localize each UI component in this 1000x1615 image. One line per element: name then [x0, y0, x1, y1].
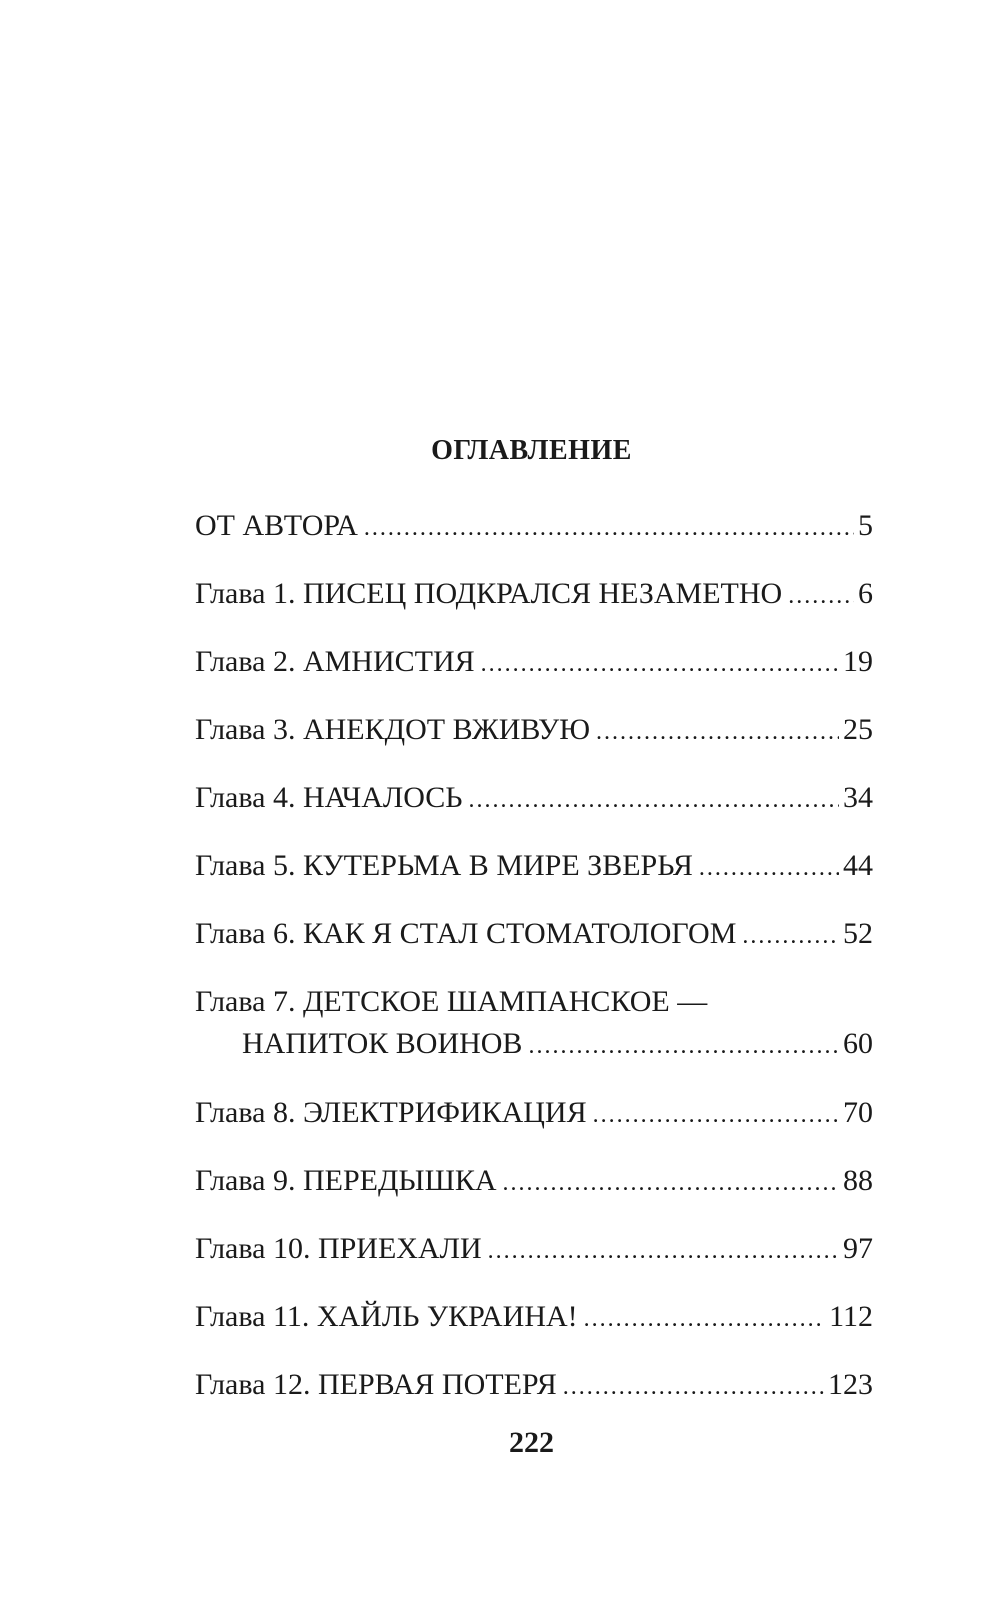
toc-entry-title: Глава 7. ДЕТСКОЕ ШАМПАНСКОЕ — [195, 985, 708, 1018]
toc-entry-page: 52 [843, 917, 873, 950]
toc-entry[interactable] [195, 1092, 873, 1136]
toc-entry-page: 44 [843, 849, 873, 882]
toc-entry-page: 19 [843, 645, 873, 678]
toc-entry-title: Глава 2. АМНИСТИЯ [195, 645, 475, 678]
toc-entry[interactable] [195, 505, 873, 549]
toc-leader-dots [528, 1025, 839, 1067]
toc-entry-title: Глава 9. ПЕРЕДЫШКА [195, 1164, 497, 1197]
toc-entry[interactable] [195, 981, 873, 1067]
toc-entry-page: 70 [843, 1096, 873, 1129]
toc-entry-title: Глава 4. НАЧАЛОСЬ [195, 781, 463, 814]
toc-leader-dots [596, 711, 839, 753]
toc-leader-dots [742, 915, 839, 957]
toc-leader-dots [584, 1298, 825, 1340]
toc-leader-dots [563, 1366, 824, 1408]
toc-leader-dots [469, 779, 839, 821]
toc-entry-title: Глава 11. ХАЙЛЬ УКРАИНА! [195, 1300, 578, 1333]
toc-entry[interactable] [195, 573, 873, 617]
toc-entry-page: 97 [843, 1232, 873, 1265]
toc-entry[interactable] [195, 1296, 873, 1340]
toc-leader-dots [364, 507, 854, 549]
toc-entry-page: 34 [843, 781, 873, 814]
toc-entry-title: Глава 5. КУТЕРЬМА В МИРЕ ЗВЕРЬЯ [195, 849, 693, 882]
toc-entry-title: ОТ АВТОРА [195, 509, 358, 542]
toc-entry[interactable] [195, 641, 873, 685]
toc-entry[interactable] [195, 845, 873, 889]
toc-entry-page: 88 [843, 1164, 873, 1197]
toc-entry-page: 60 [843, 1027, 873, 1060]
toc-leader-dots [488, 1230, 839, 1272]
toc-entry-page: 25 [843, 713, 873, 746]
toc-list [195, 505, 873, 1432]
toc-entry[interactable] [195, 709, 873, 753]
toc-entry[interactable] [195, 913, 873, 957]
toc-title: ОГЛАВЛЕНИЕ [431, 434, 632, 466]
toc-entry[interactable] [195, 1228, 873, 1272]
toc-entry-title: Глава 6. КАК Я СТАЛ СТОМАТОЛОГОМ [195, 917, 737, 950]
toc-entry-page: 112 [829, 1300, 873, 1333]
toc-entry-title: Глава 12. ПЕРВАЯ ПОТЕРЯ [195, 1368, 557, 1401]
toc-entry[interactable] [195, 777, 873, 821]
toc-entry[interactable] [195, 1160, 873, 1204]
toc-entry-page: 5 [858, 509, 873, 542]
page-number: 222 [509, 1426, 554, 1459]
toc-entry[interactable] [195, 1364, 873, 1408]
toc-leader-dots [503, 1162, 839, 1204]
toc-entry-title: Глава 8. ЭЛЕКТРИФИКАЦИЯ [195, 1096, 587, 1129]
toc-leader-dots [481, 643, 839, 685]
toc-entry-title: Глава 10. ПРИЕХАЛИ [195, 1232, 482, 1265]
toc-entry-title: Глава 3. АНЕКДОТ ВЖИВУЮ [195, 713, 591, 746]
toc-leader-dots [593, 1094, 839, 1136]
toc-entry-title-continued: НАПИТОК ВОИНОВ [242, 1027, 523, 1060]
toc-entry-title: Глава 1. ПИСЕЦ ПОДКРАЛСЯ НЕЗАМЕТНО [195, 577, 783, 610]
toc-leader-dots [699, 847, 839, 889]
toc-leader-dots [788, 575, 854, 617]
toc-entry-page: 123 [828, 1368, 873, 1401]
toc-entry-page: 6 [858, 577, 873, 610]
